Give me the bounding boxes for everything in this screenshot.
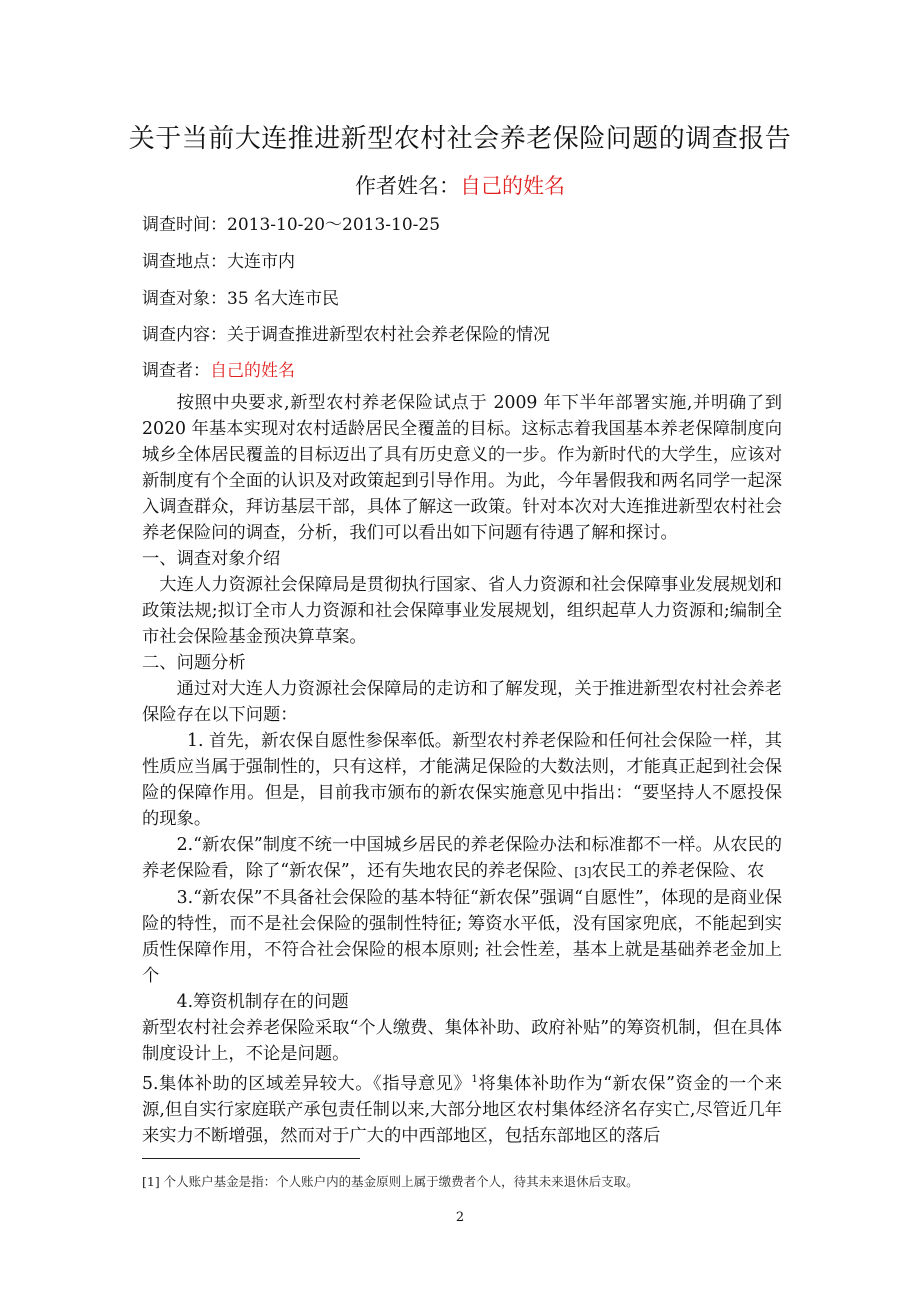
author-label: 作者姓名： <box>355 174 460 198</box>
meta-value: 35 名大连市民 <box>227 289 340 309</box>
point-5-text: 5.集体补助的区域差异较大。《指导意见》 <box>142 1073 472 1094</box>
page-number: 2 <box>455 1210 465 1225</box>
meta-investigator <box>142 356 295 381</box>
point-3-paragraph: 3.“新农保”不具备社会保险的基本特征“新农保”强调“自愿性”，体现的是商业保险的特性，而不是社会保险的强制性特征; 筹资水平低，没有国家兜底，不能起到实质性保障作用，不符合社会保险的根本原则; 社会性差，基本上就是基础养老金加上个 <box>142 888 782 986</box>
meta-value: 2013-10-20～2013-10-25 <box>227 215 441 235</box>
author-name: 自己的姓名 <box>460 174 565 198</box>
point-1-paragraph: 1. 首先，新农保自愿性参保率低。新型农村养老保险和任何社会保险一样，其性质应当属于强制性的，只有这样，才能满足保险的大数法则，才能真正起到社会保险的保障作用。但是，目前我市颁布的新农保实施意见中指出：“要坚持人不愿投保的现象。 <box>142 731 782 829</box>
point-5-text-cont: 将集体补助作为“新农保”资金的一个来源,但自实行家庭联产承包责任制以来,大部分地区农村集体经济名存实亡,尽管近几年来实力不断增强，然而对于广大的中西部地区，包括东部地区的落后 <box>142 1073 782 1146</box>
point-2-text-cont: 农民工的养老保险、农 <box>591 861 765 881</box>
intro-paragraph: 按照中央要求,新型农村养老保险试点于 2009 年下半年部署实施,并明确了到 2020 年基本实现对农村适龄居民全覆盖的目标。这标志着我国基本养老保障制度向城乡全体居民覆盖的目标迈出了具有历史意义的一步。作为新时代的大学生，应该对新制度有个全面的认识及对政策起到引导作用。为此，今年暑假我和两名同学一起深入调查群众，拜访基层干部，具体了解这一政策。针对本次对大连推进新型农村社会养老保险问的调查，分析，我们可以看出如下问题有待遇了解和探讨。 <box>142 393 782 543</box>
meta-value: 关于调查推进新型农村社会养老保险的情况 <box>227 325 550 345</box>
point-2-paragraph <box>142 832 782 885</box>
meta-time <box>142 210 440 235</box>
section-2-paragraph: 通过对大连人力资源社会保障局的走访和了解发现，关于推进新型农村社会养老保险存在以下问题： <box>142 679 782 725</box>
author-line <box>0 170 920 200</box>
meta-value: 自己的姓名 <box>210 361 295 381</box>
meta-label: 调查对象： <box>142 289 227 309</box>
meta-value: 大连市内 <box>227 252 295 272</box>
section-heading-1: 一、调查对象介绍 <box>142 549 281 569</box>
point-4-heading: 4.筹资机制存在的问题 <box>176 992 349 1012</box>
footnote-divider <box>142 1158 360 1159</box>
meta-label: 调查地点： <box>142 252 227 272</box>
meta-label: 调查内容： <box>142 325 227 345</box>
meta-location <box>142 247 295 272</box>
meta-subjects <box>142 284 339 309</box>
reference-marker: [3] <box>574 865 592 879</box>
point-4-paragraph: 新型农村社会养老保险采取“个人缴费、集体补助、政府补贴”的筹资机制，但在具体制度设计上，不论是问题。 <box>142 1018 782 1064</box>
meta-label: 调查者： <box>142 361 210 381</box>
point-2-text: 2.“新农保”制度不统一中国城乡居民的养老保险办法和标准都不一样。从农民的养老保险看，除了“新农保”，还有失地农民的养老保险、 <box>142 835 782 881</box>
report-title: 关于当前大连推进新型农村社会养老保险问题的调查报告 <box>128 124 792 154</box>
report-body <box>142 390 782 1149</box>
section-1-paragraph: 大连人力资源社会保障局是贯彻执行国家、省人力资源和社会保障事业发展规划和政策法规;拟订全市人力资源和社会保障事业发展规划，组织起草人力资源和;编制全市社会保险基金预决算草案。 <box>142 575 782 647</box>
footnote-marker: 1 <box>471 1074 478 1085</box>
point-5-paragraph <box>142 1067 782 1149</box>
section-heading-2: 二、问题分析 <box>142 653 246 673</box>
footnote: [1] 个人账户基金是指：个人账户内的基金原则上属于缴费者个人，待其未来退休后支取。 <box>142 1174 639 1189</box>
meta-content <box>142 320 550 345</box>
meta-label: 调查时间： <box>142 215 227 235</box>
